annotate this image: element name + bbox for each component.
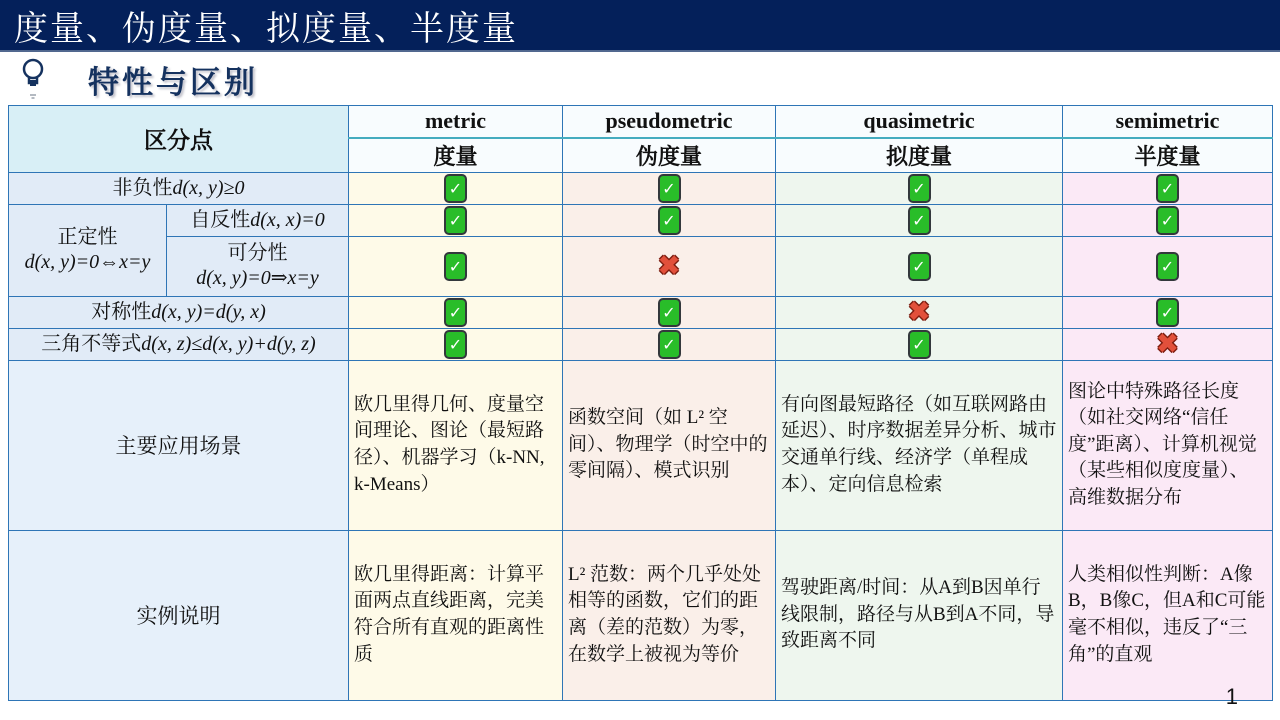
examples-quasimetric: 驾驶距离/时间：从A到B因单行线限制，路径与从B到A不同，导致距离不同 [776, 530, 1063, 700]
header-row-en [9, 106, 1273, 138]
property-label-nonnegativity: 非负性d(x, y)≥0 [9, 172, 349, 204]
checkmark-icon: ✓ [908, 174, 931, 203]
checkmark-icon: ✓ [1156, 174, 1179, 203]
property-label-separability: 可分性 d(x, y)=0⇒x=y [167, 236, 349, 296]
checkmark-icon: ✓ [908, 330, 931, 359]
col-header-pseudometric-en: pseudometric [563, 106, 776, 138]
checkmark-icon: ✓ [658, 298, 681, 327]
examples-semimetric: 人类相似性判断：A像B，B像C，但A和C可能毫不相似，违反了“三角”的直观 [1063, 530, 1273, 700]
comparison-table [8, 105, 1273, 701]
section-heading [18, 56, 258, 102]
col-header-metric-cn: 度量 [349, 138, 563, 173]
col-header-pseudometric-cn: 伪度量 [563, 138, 776, 173]
checkmark-icon: ✓ [658, 206, 681, 235]
checkmark-icon: ✓ [444, 206, 467, 235]
row-reflexivity [9, 204, 1273, 236]
applications-quasimetric: 有向图最短路径（如互联网路由延迟）、时序数据差异分析、城市交通单行线、经济学（单程成本）、定向信息检索 [776, 360, 1063, 530]
row-examples [9, 530, 1273, 700]
row-separability [9, 236, 1273, 296]
examples-label: 实例说明 [9, 530, 349, 700]
col-header-semimetric-en: semimetric [1063, 106, 1273, 138]
examples-pseudometric: L² 范数：两个几乎处处相等的函数，它们的距离（差的范数）为零，在数学上被视为等价 [563, 530, 776, 700]
page-number: 1 [1225, 684, 1238, 709]
corner-header: 区分点 [9, 106, 349, 173]
checkmark-icon: ✓ [444, 298, 467, 327]
checkmark-icon: ✓ [1156, 298, 1179, 327]
property-label-triangle-inequality: 三角不等式d(x, z)≤d(x, y)+d(y, z) [9, 328, 349, 360]
checkmark-icon: ✓ [444, 174, 467, 203]
applications-pseudometric: 函数空间（如 L² 空间）、物理学（时空中的零间隔）、模式识别 [563, 360, 776, 530]
slide-title: 度量、伪度量、拟度量、半度量 [14, 10, 518, 48]
checkmark-icon: ✓ [444, 252, 467, 281]
checkmark-icon: ✓ [658, 174, 681, 203]
checkmark-icon: ✓ [908, 252, 931, 281]
applications-metric: 欧几里得几何、度量空间理论、图论（最短路径）、机器学习（k-NN, k-Means） [349, 360, 563, 530]
checkmark-icon: ✓ [1156, 252, 1179, 281]
applications-label: 主要应用场景 [9, 360, 349, 530]
col-header-quasimetric-en: quasimetric [776, 106, 1063, 138]
applications-semimetric: 图论中特殊路径长度（如社交网络“信任度”距离）、计算机视觉（某些相似度度量）、高维数据分布 [1063, 360, 1273, 530]
section-title: 特性与区别 [88, 64, 258, 100]
row-nonnegativity [9, 172, 1273, 204]
lightbulb-icon [18, 57, 48, 101]
row-triangle-inequality [9, 328, 1273, 360]
checkmark-icon: ✓ [658, 330, 681, 359]
property-label-symmetry: 对称性d(x, y)=d(y, x) [9, 296, 349, 328]
checkmark-icon: ✓ [444, 330, 467, 359]
row-symmetry [9, 296, 1273, 328]
property-label-reflexivity: 自反性d(x, x)=0 [167, 204, 349, 236]
col-header-quasimetric-cn: 拟度量 [776, 138, 1063, 173]
cross-icon: ✖ [907, 296, 931, 328]
checkmark-icon: ✓ [908, 206, 931, 235]
cross-icon: ✖ [1155, 328, 1180, 360]
row-applications [9, 360, 1273, 530]
title-banner [0, 0, 1280, 52]
cross-icon: ✖ [657, 249, 681, 282]
checkmark-icon: ✓ [1156, 206, 1179, 235]
col-header-semimetric-cn: 半度量 [1063, 138, 1273, 173]
col-header-metric-en: metric [349, 106, 563, 138]
property-label-positive-definiteness: 正定性 d(x, y)=0⇔x=y [9, 204, 167, 296]
examples-metric: 欧几里得距离：计算平面两点直线距离，完美符合所有直观的距离性质 [349, 530, 563, 700]
